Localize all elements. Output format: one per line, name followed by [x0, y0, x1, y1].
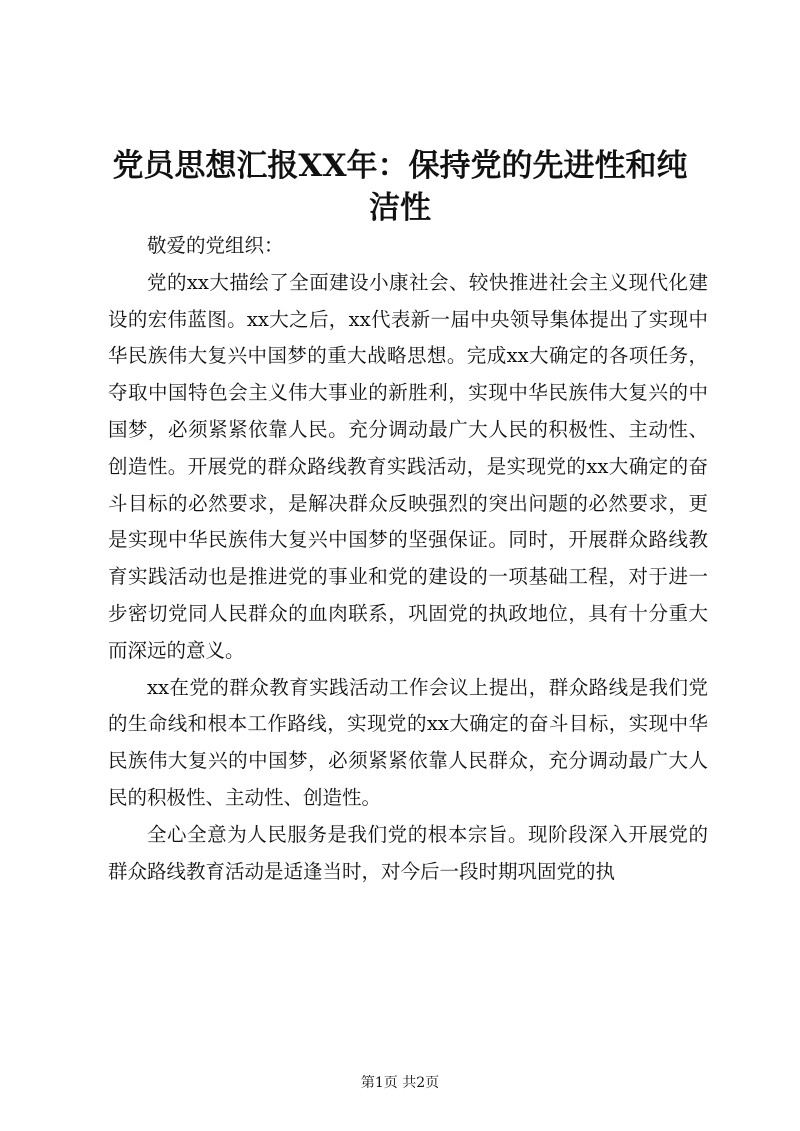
paragraph-3: 全心全意为人民服务是我们党的根本宗旨。现阶段深入开展党的群众路线教育活动是适逢当时，对今后一段时期巩固党的执	[108, 822, 708, 883]
document-title: 党员思想汇报XX年：保持党的先进性和纯洁性	[112, 148, 688, 226]
paragraph-1: 党的xx大描绘了全面建设小康社会、较快推进社会主义现代化建设的宏伟蓝图。xx大之后，xx代表新一届中央领导集体提出了实现中华民族伟大复兴中国梦的重大战略思想。完成xx大确定的各项任务，夺取中国特色会主义伟大事业的新胜利，实现中华民族伟大复兴的中国梦，必须紧紧依靠人民。充分调动最广大人民的积极性、主动性、创造性。开展党的群众路线教育实践活动，是实现党的xx大确定的奋斗目标的必然要求，是解决群众反映强烈的突出问题的必然要求，更是实现中华民族伟大复兴中国梦的坚强保证。同时，开展群众路线教育实践活动也是推进党的事业和党的建设的一项基础工程，对于进一步密切党同人民群众的血肉联系，巩固党的执政地位，具有十分重大而深远的意义。	[108, 270, 708, 662]
salutation: 敬爱的党组织：	[147, 234, 284, 257]
document-body	[108, 228, 708, 890]
paragraph-2: xx在党的群众教育实践活动工作会议上提出，群众路线是我们党的生命线和根本工作路线，实现党的xx大确定的奋斗目标，实现中华民族伟大复兴的中国梦，必须紧紧依靠人民群众，充分调动最广大人民的积极性、主动性、创造性。	[108, 675, 708, 809]
page-footer: 第1页 共2页	[360, 1075, 440, 1091]
